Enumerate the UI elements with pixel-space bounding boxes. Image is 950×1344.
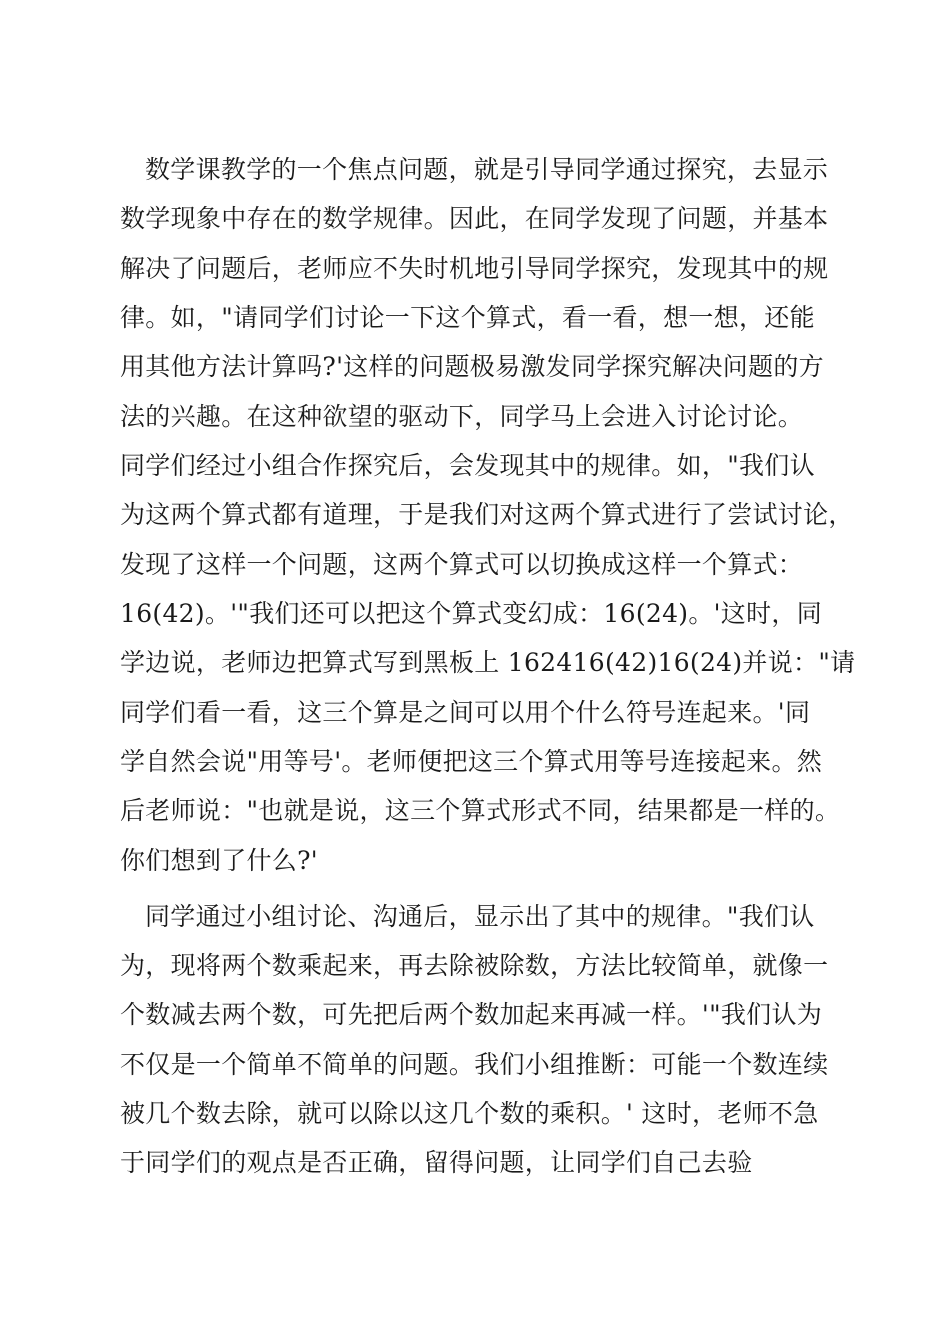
paragraph-1-line-5: 用其他方法计算吗?'这样的问题极易激发同学探究解决问题的方 — [120, 352, 824, 381]
paragraph-2-line-7: 学自然会说"用等号'。老师便把这三个算式用等号连接起来。然 — [120, 747, 823, 776]
paragraph-3-line-3: 个数减去两个数，可先把后两个数加起来再减一样。'"我们认为 — [120, 1000, 823, 1029]
paragraph-2-line-1: 同学们经过小组合作探究后，会发现其中的规律。如，"我们认 — [120, 451, 815, 480]
paragraph-2-line-8: 后老师说："也就是说，这三个算式形式不同，结果都是一样的。 — [120, 796, 841, 825]
paragraph-3-line-4: 不仅是一个简单不简单的问题。我们小组推断：可能一个数连续 — [120, 1050, 829, 1079]
paragraph-3-line-6: 于同学们的观点是否正确，留得问题，让同学们自己去验 — [120, 1148, 753, 1177]
paragraph-1-line-3: 解决了问题后，老师应不失时机地引导同学探究，发现其中的规 — [120, 254, 829, 283]
paragraph-1-line-1: 数学课教学的一个焦点问题，就是引导同学通过探究，去显示 — [145, 155, 829, 184]
paragraph-3-line-1: 同学通过小组讨论、沟通后，显示出了其中的规律。"我们认 — [145, 902, 815, 931]
paragraph-1-line-6: 法的兴趣。在这种欲望的驱动下，同学马上会进入讨论讨论。 — [120, 402, 804, 431]
paragraph-2-line-5: 学边说，老师边把算式写到黑板上 162416(42)16(24)并说："请 — [120, 648, 856, 677]
paragraph-2-line-3: 发现了这样一个问题，这两个算式可以切换成这样一个算式： — [120, 550, 804, 579]
paragraph-2-line-9: 你们想到了什么?' — [120, 846, 318, 875]
paragraph-1-line-2: 数学现象中存在的数学规律。因此，在同学发现了问题，并基本 — [120, 204, 829, 233]
paragraph-1-line-4: 律。如，"请同学们讨论一下这个算式，看一看，想一想，还能 — [120, 303, 815, 332]
paragraph-3-line-2: 为，现将两个数乘起来，再去除被除数，方法比较简单，就像一 — [120, 951, 829, 980]
paragraph-2-line-4: 16(42)。'"我们还可以把这个算式变幻成：16(24)。'这时，同 — [120, 599, 823, 628]
paragraph-3-line-5: 被几个数去除，就可以除以这几个数的乘积。' 这时，老师不急 — [120, 1099, 819, 1128]
paragraph-2-line-6: 同学们看一看，这三个算是之间可以用个什么符号连起来。'同 — [120, 698, 811, 727]
paragraph-2-line-2: 为这两个算式都有道理，于是我们对这两个算式进行了尝试讨论， — [120, 500, 854, 529]
